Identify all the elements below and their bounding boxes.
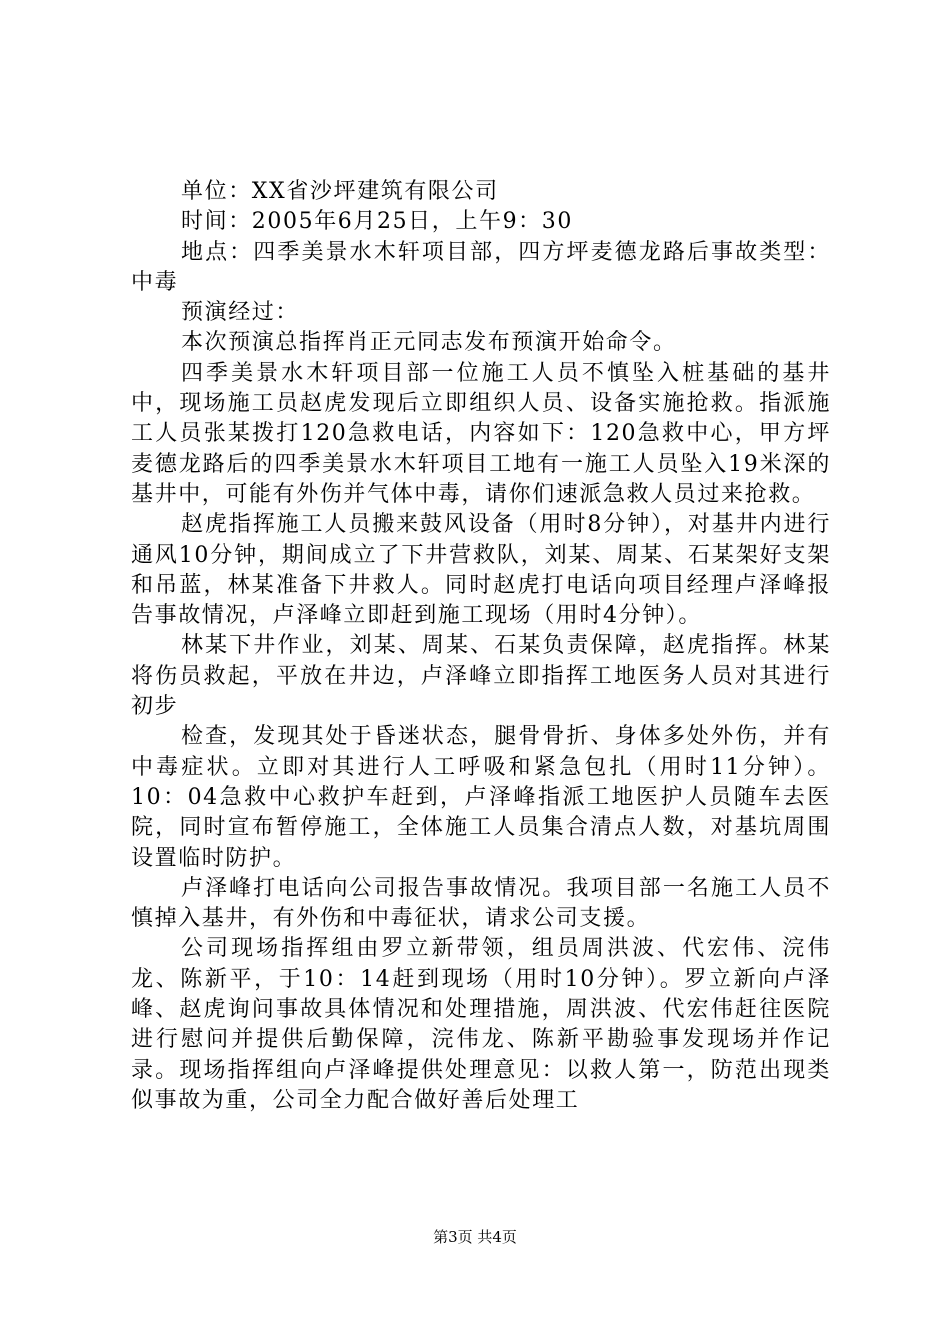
- document-body: [131, 177, 831, 1116]
- paragraph-unit: 单位：XX省沙坪建筑有限公司: [181, 179, 499, 204]
- paragraph: 四季美景水木轩项目部一位施工人员不慎坠入桩基础的基井中，现场施工员赵虎发现后立即组织人员、设备实施抢救。指派施工人员张某拨打120急救电话，内容如下：120急救中心，甲方坪麦德龙路后的四季美景水木轩项目工地有一施工人员坠入19米深的基井中，可能有外伤并气体中毒，请你们速派急救人员过来抢救。: [131, 360, 831, 507]
- paragraph: 林某下井作业，刘某、周某、石某负责保障，赵虎指挥。林某将伤员救起，平放在井边，卢泽峰立即指挥工地医务人员对其进行初步: [131, 633, 831, 720]
- paragraph-location: 地点：四季美景水木轩项目部，四方坪麦德龙路后事故类型：中毒: [131, 239, 831, 295]
- page-number-footer: 第3页 共4页: [433, 1228, 517, 1246]
- paragraph-time: 时间：2005年6月25日，上午9：30: [181, 209, 573, 235]
- paragraph: 赵虎指挥施工人员搬来鼓风设备（用时8分钟），对基井内进行通风10分钟，期间成立了下井营救队，刘某、周某、石某架好支架和吊蓝，林某准备下井救人。同时赵虎打电话向项目经理卢泽峰报告事故情况，卢泽峰立即赶到施工现场（用时4分钟）。: [131, 512, 831, 629]
- paragraph: 检查，发现其处于昏迷状态，腿骨骨折、身体多处外伤，并有中毒症状。立即对其进行人工呼吸和紧急包扎（用时11分钟）。10：04急救中心救护车赶到，卢泽峰指派工地医护人员随车去医院，同时宣布暂停施工，全体施工人员集合清点人数，对基坑周围设置临时防护。: [131, 724, 831, 871]
- paragraph: 卢泽峰打电话向公司报告事故情况。我项目部一名施工人员不慎掉入基井，有外伤和中毒征状，请求公司支援。: [131, 875, 831, 932]
- paragraph: 公司现场指挥组由罗立新带领，组员周洪波、代宏伟、浣伟龙、陈新平，于10：14赶到现场（用时10分钟）。罗立新向卢泽峰、赵虎询问事故具体情况和处理措施，周洪波、代宏伟赶往医院进行慰问并提供后勤保障，浣伟龙、陈新平勘验事发现场并作记录。现场指挥组向卢泽峰提供处理意见：以救人第一，防范出现类似事故为重，公司全力配合做好善后处理工: [131, 936, 831, 1113]
- paragraph-drill-process-heading: 预演经过：: [181, 300, 300, 326]
- paragraph: 本次预演总指挥肖正元同志发布预演开始命令。: [181, 330, 677, 356]
